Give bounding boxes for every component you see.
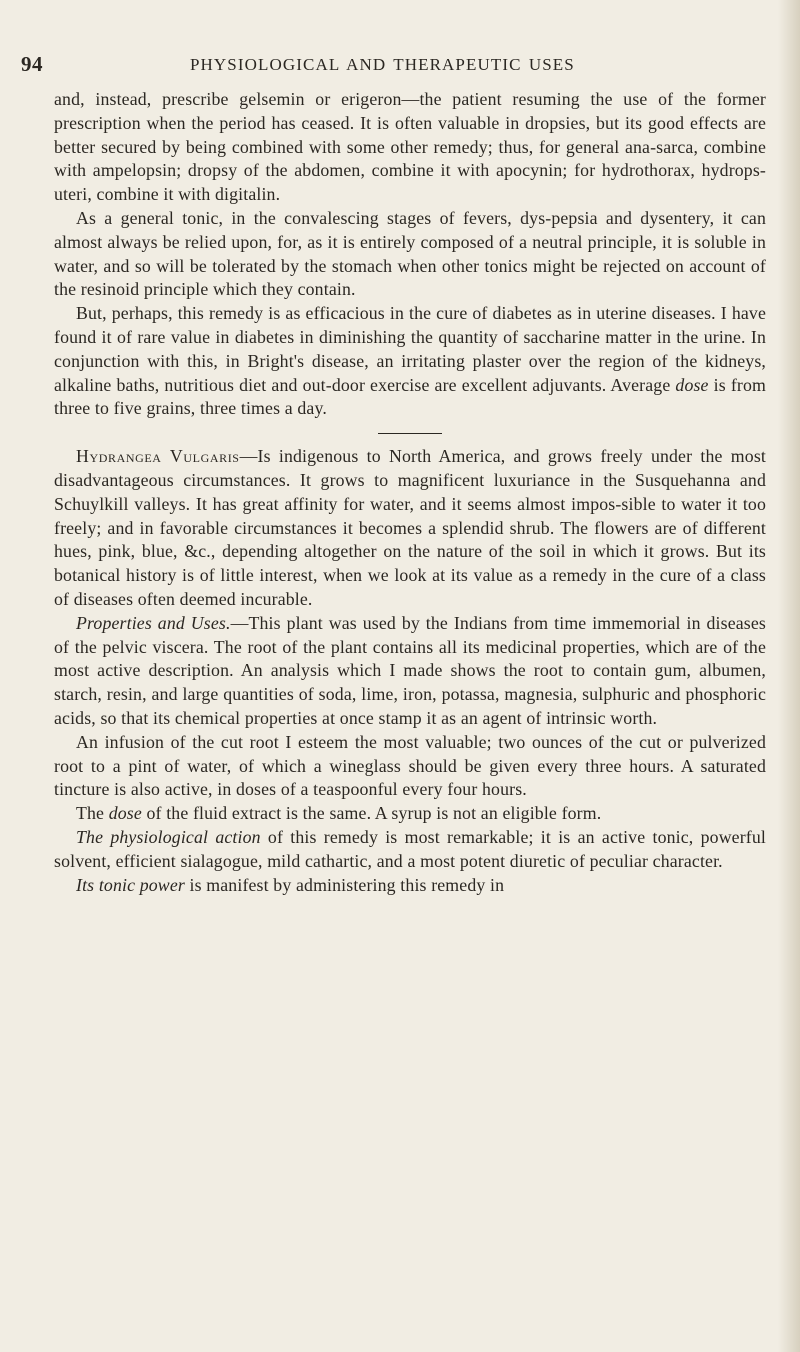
hydrangea-heading: Hydrangea Vulgaris: [76, 446, 240, 467]
properties-uses-heading: Properties and Uses.: [76, 612, 231, 633]
hydrangea-description: —Is indigenous to North America, and grows freely under the most disadvantageous circumstances. It grows to magnificent luxuriance in the Susquehanna and Schuylkill valleys. It has great affinity for water, and it seems almost impos-sible to water it too freely; and in favorable circumstances it becomes a splendid shrub. The flowers are of different hues, pink, blue, &c., depending altogether on the nature of the soil in which it grows. But its botanical history is of little interest, when we look at its value as a remedy in the cure of a class of diseases often deemed incurable.: [54, 446, 766, 609]
tonic-power-text: is manifest by administering this remedy in: [184, 874, 505, 895]
dose-italic: dose: [675, 374, 709, 395]
section-divider: [378, 433, 442, 434]
paragraph-physiological-action: [54, 826, 766, 874]
running-head: [0, 52, 800, 76]
fluid-extract-text: The: [76, 803, 109, 824]
paragraph-diabetes: [54, 302, 766, 421]
running-title: PHYSIOLOGICAL AND THERAPEUTIC USES: [190, 55, 575, 74]
dose-italic-2: dose: [108, 803, 142, 824]
paragraph-hydrangea: [54, 445, 766, 612]
page-number: 94: [21, 52, 43, 76]
properties-uses-text: —This plant was used by the Indians from time immemorial in diseases of the pelvic viscera. The root of the plant contains all its medicinal properties, which are of the most active description. An analysis which I made shows the root to contain gum, albumen, starch, resin, and large quantities of soda, lime, iron, potassa, magnesia, sulphuric and phosphoric acids, so that its chemical properties at once stamp it as an agent of intrinsic worth.: [54, 612, 766, 728]
paragraph-infusion: An infusion of the cut root I esteem the most valuable; two ounces of the cut or pulverized root to a pint of water, of which a wineglass should be given every three hours. A saturated tincture is also active, in doses of a teaspoonful every four hours.: [54, 731, 766, 800]
paragraph-fluid-extract: [54, 802, 766, 826]
physiological-action-text: of this remedy is most remarkable; it is an active tonic, powerful solvent, efficient sialagogue, mild cathartic, and a most potent diuretic of peculiar character.: [54, 826, 766, 871]
fluid-extract-text-end: of the fluid extract is the same. A syrup is not an eligible form.: [141, 803, 602, 824]
page-edge-shadow: [778, 0, 800, 1352]
paragraph-properties-uses: [54, 612, 766, 731]
body-text: [54, 88, 766, 897]
physiological-action-heading: The physiological action: [76, 826, 261, 847]
paragraph-general-tonic: As a general tonic, in the convalescing stages of fevers, dys-pepsia and dysentery, it can almost always be relied upon, for, as it is entirely composed of a neutral principle, it is soluble in water, and so will be tolerated by the stomach when other tonics might be rejected on account of the resinoid principle which they contain.: [54, 207, 766, 300]
paragraph-tonic-power: [54, 874, 766, 898]
paragraph-gelsemin-continuation: and, instead, prescribe gelsemin or erigeron—the patient resuming the use of the former prescription when the period has ceased. It is often valuable in dropsies, but its good effects are better secured by being combined with some other remedy; thus, for general ana-sarca, combine with ampelopsin; dropsy of the abdomen, combine it with apocynin; for hydrothorax, hydrops-uteri, combine it with digitalin.: [54, 89, 766, 205]
tonic-power-heading: Its tonic power: [76, 874, 185, 895]
diabetes-text: But, perhaps, this remedy is as efficacious in the cure of diabetes as in uterine diseases. I have found it of rare value in diabetes in diminishing the quantity of saccharine matter in the urine. In conjunction with this, in Bright's disease, an irritating plaster over the region of the kidneys, alkaline baths, nutritious diet and out-door exercise are excellent adjuvants. Average: [54, 303, 766, 395]
diabetes-text-end: is from three to five grains, three times a day.: [54, 374, 767, 419]
